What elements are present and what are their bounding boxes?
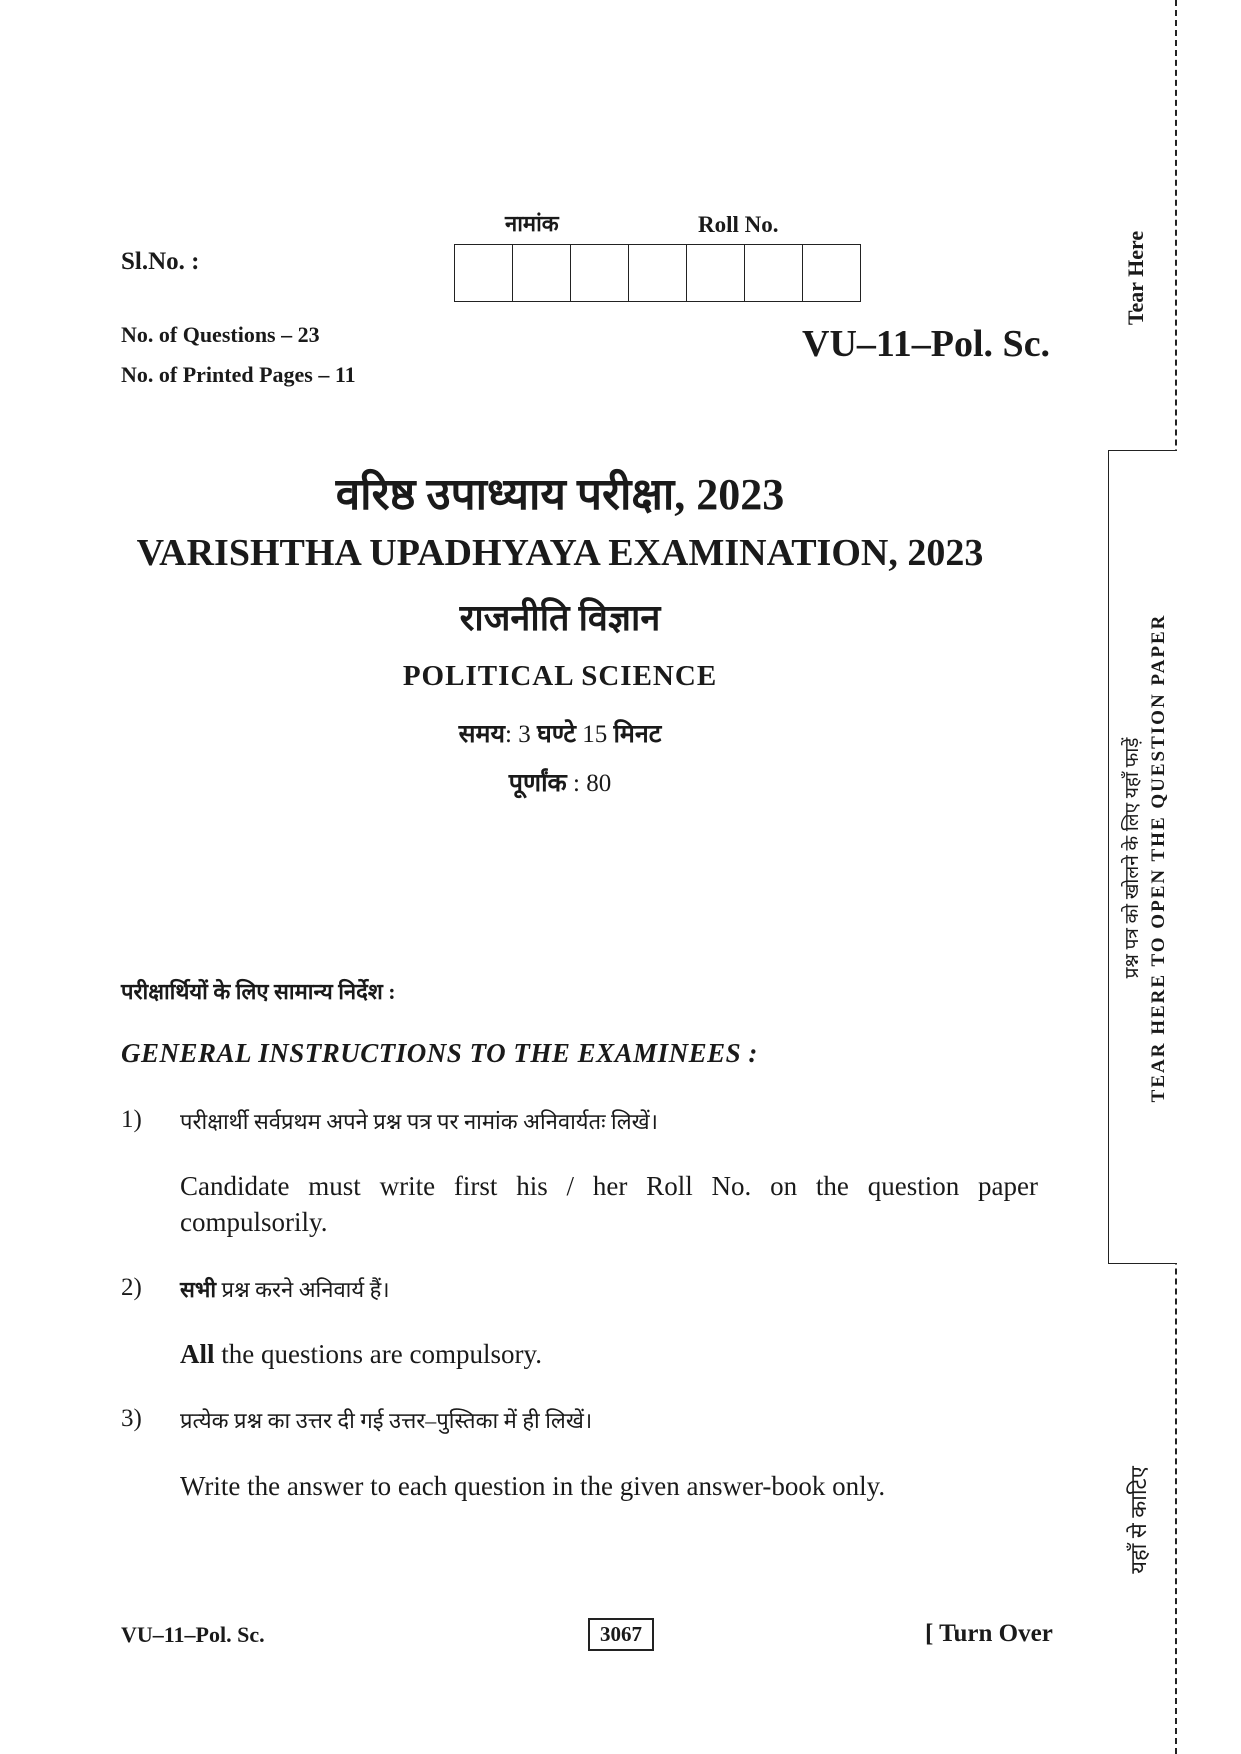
exam-title: VARISHTHA UPADHYAYA EXAMINATION, 2023 <box>136 532 984 574</box>
instruction-text <box>180 1336 1038 1372</box>
subject-title: POLITICAL SCIENCE <box>402 660 718 692</box>
roll-digit-box[interactable] <box>686 244 745 302</box>
tear-here-label: Tear Here <box>1123 230 1148 326</box>
instruction-number: 1) <box>121 1106 142 1133</box>
paper-code: VU–11–Pol. Sc. <box>802 323 1051 365</box>
tear-instruction-hindi: प्रश्न पत्र को खोलने के लिए यहाँ फाड़ें <box>1122 737 1143 979</box>
time-label: समय <box>458 721 505 748</box>
instructions-heading-hindi: परीक्षार्थियों के लिए सामान्य निर्देश : <box>121 979 396 1004</box>
turn-over-label: [ Turn Over <box>925 1620 1053 1647</box>
instruction-text: Candidate must write first his / her Roll No. on the question paper compulsorily. <box>180 1171 1038 1237</box>
serial-number-label: Sl.No. : <box>121 248 200 275</box>
instruction-text-hindi <box>180 1274 390 1304</box>
roll-number-label: Roll No. <box>698 212 779 237</box>
instruction-text-rest: प्रश्न करने अनिवार्य हैं। <box>216 1277 390 1302</box>
minutes-label: मिनट <box>613 721 662 748</box>
roll-digit-box[interactable] <box>454 244 513 302</box>
subject-title-hindi: राजनीति विज्ञान <box>459 598 661 638</box>
number-of-printed-pages: No. of Printed Pages – 11 <box>121 362 356 387</box>
instructions-heading: GENERAL INSTRUCTIONS TO THE EXAMINEES : <box>121 1038 758 1068</box>
cut-here-label: यहाँ से काटिए <box>1126 1466 1151 1574</box>
roll-digit-box[interactable] <box>512 244 571 302</box>
instruction-text-hindi: प्रत्येक प्रश्न का उत्तर दी गई उत्तर–पुस्तिका में ही लिखें। <box>180 1408 593 1433</box>
marks-label: पूर्णांक <box>508 770 567 797</box>
roll-digit-box[interactable] <box>744 244 803 302</box>
roll-number-label-hindi: नामांक <box>505 211 559 236</box>
roll-number-boxes <box>454 244 860 302</box>
minutes-value: 15 <box>575 721 614 748</box>
maximum-marks <box>0 765 1120 799</box>
hours-label: घण्टे <box>536 721 576 748</box>
marks-value: : 80 <box>573 770 612 797</box>
exam-title-hindi: वरिष्ठ उपाध्याय परीक्षा, 2023 <box>335 470 785 519</box>
roll-digit-box[interactable] <box>802 244 861 302</box>
roll-digit-box[interactable] <box>570 244 629 302</box>
footer-paper-code: VU–11–Pol. Sc. <box>121 1622 265 1647</box>
exam-duration <box>0 716 1120 750</box>
instruction-number: 3) <box>121 1405 142 1432</box>
tear-instruction: TEAR HERE TO OPEN THE QUESTION PAPER <box>1148 613 1169 1103</box>
hours-value: : 3 <box>505 721 537 748</box>
emphasis-text: All <box>180 1339 215 1369</box>
emphasis-text: सभी <box>180 1277 217 1302</box>
instruction-text-hindi: परीक्षार्थी सर्वप्रथम अपने प्रश्न पत्र पर नामांक अनिवार्यतः लिखें। <box>180 1109 658 1134</box>
instruction-text: Write the answer to each question in the given answer-book only. <box>180 1471 886 1501</box>
instruction-text-rest: the questions are compulsory. <box>214 1339 542 1369</box>
number-of-questions: No. of Questions – 23 <box>121 322 320 347</box>
roll-digit-box[interactable] <box>628 244 687 302</box>
instruction-number: 2) <box>121 1274 142 1301</box>
footer-paper-number: 3067 <box>588 1618 654 1651</box>
